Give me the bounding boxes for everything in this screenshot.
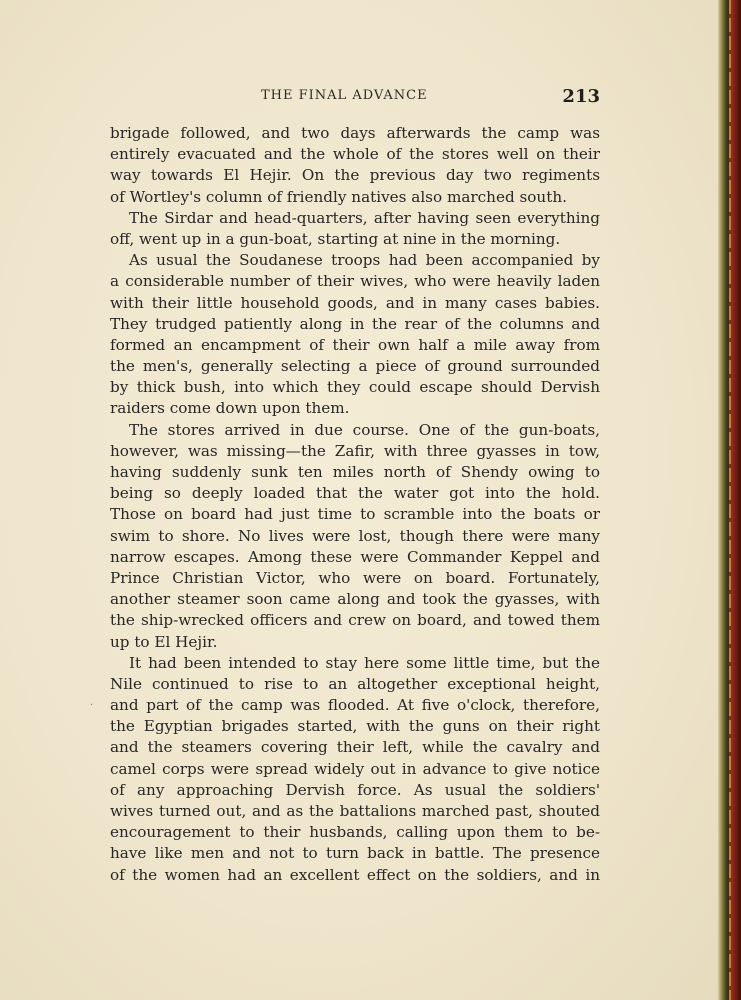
text-line: of the women had an excellent effect on the soldiers, and in (110, 865, 600, 884)
running-head: THE FINAL ADVANCE (261, 88, 428, 103)
text-line: the men's, generally selecting a piece of ground surrounded (110, 357, 600, 376)
text-line: They trudged patiently along in the rear of the columns and (110, 314, 600, 333)
text-line: another steamer soon came along and took the gyasses, with (110, 590, 600, 609)
text-line: It had been intended to stay here some little time, but the (129, 653, 600, 672)
text-line: brigade followed, and two days afterwards the camp was (110, 124, 600, 142)
spine-stitching (729, 0, 731, 1000)
text-line: a considerable number of their wives, who were heavily laden (110, 272, 600, 291)
text-line: of any approaching Dervish force. As usual the soldiers' (110, 780, 600, 799)
page-header (110, 86, 600, 110)
text-body (110, 123, 600, 886)
text-line: Those on board had just time to scramble into the boats or (110, 505, 600, 524)
margin-dot: · (90, 700, 94, 711)
text-line: off, went up in a gun-boat, starting at nine in the morning. (110, 229, 561, 248)
text-line: by thick bush, into which they could escape should Dervish (110, 378, 600, 397)
text-line: having suddenly sunk ten miles north of Shendy owing to (110, 463, 600, 481)
text-line: formed an encampment of their own half a mile away from (110, 335, 600, 354)
text-line: The stores arrived in due course. One of the gun-boats, (129, 420, 600, 439)
text-line: the Egyptian brigades started, with the guns on their right (110, 717, 600, 736)
text-line: The Sirdar and head-quarters, after having seen everything (129, 208, 600, 227)
page-number: 213 (562, 86, 600, 107)
text-line: swim to shore. No lives were lost, though there were many (110, 526, 600, 545)
text-line: way towards El Hejir. On the previous day two regiments (110, 166, 600, 185)
text-line: narrow escapes. Among these were Commander Keppel and (110, 547, 600, 566)
text-line: camel corps were spread widely out in advance to give notice (110, 759, 600, 778)
text-line: have like men and not to turn back in battle. The presence (110, 844, 600, 863)
text-line: entirely evacuated and the whole of the stores well on their (110, 145, 600, 164)
text-line: encouragement to their husbands, calling upon them to be- (110, 823, 600, 842)
text-line: Prince Christian Victor, who were on board. Fortunately, (110, 568, 600, 587)
text-line: being so deeply loaded that the water got into the hold. (110, 484, 600, 503)
text-line: Nile continued to rise to an altogether exceptional height, (110, 674, 600, 693)
text-line: however, was missing—the Zafir, with three gyasses in tow, (110, 441, 600, 460)
text-line: and the steamers covering their left, while the cavalry and (110, 738, 600, 757)
text-line: raiders come down upon them. (110, 399, 350, 418)
text-line: wives turned out, and as the battalions marched past, shouted (110, 802, 600, 820)
text-line: of Wortley's column of friendly natives also marched south. (110, 187, 567, 206)
text-line: up to El Hejir. (110, 632, 218, 651)
text-line: As usual the Soudanese troops had been accompanied by (129, 251, 600, 270)
text-line: with their little household goods, and in many cases babies. (110, 293, 600, 312)
text-line: the ship-wrecked officers and crew on board, and towed them (110, 611, 600, 630)
text-line: and part of the camp was flooded. At five o'clock, therefore, (110, 696, 600, 715)
